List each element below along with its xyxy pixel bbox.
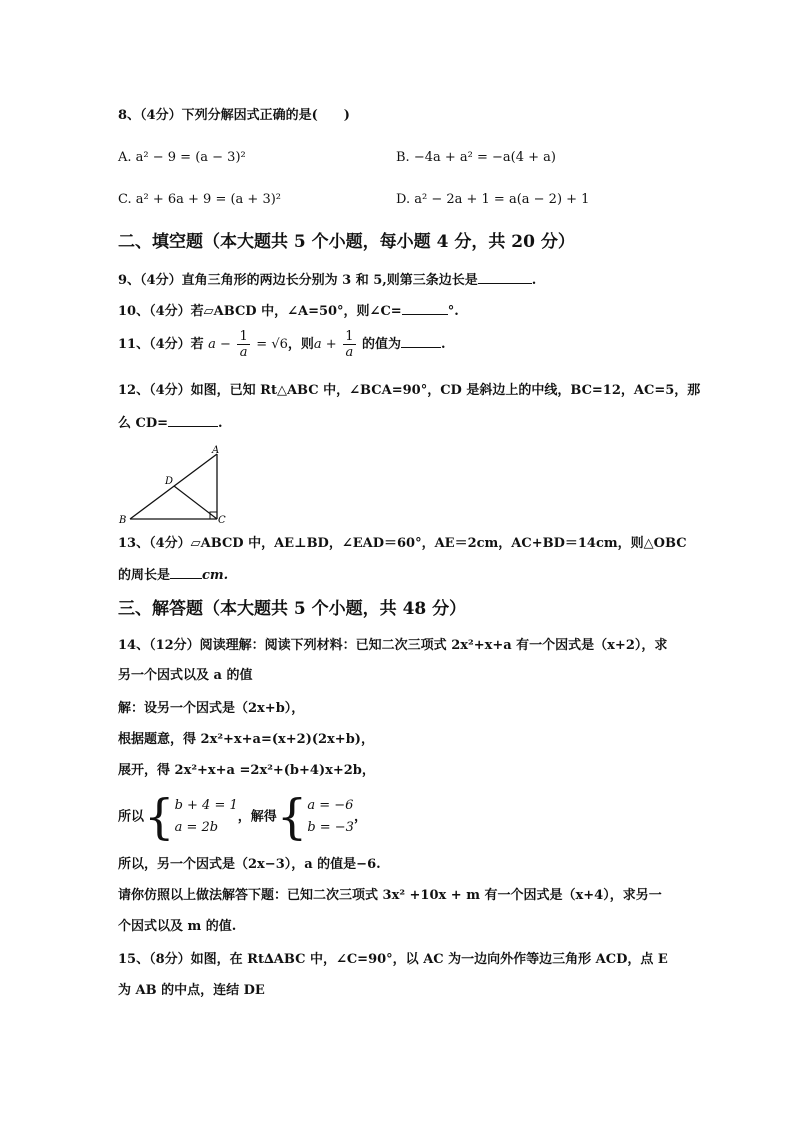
q11-fraction-2 (343, 329, 355, 360)
q8-option-c: C. a² + 6a + 9 = (a + 3)² (118, 192, 282, 207)
q11-tail: . (441, 337, 446, 352)
q14-equation-systems (118, 790, 367, 845)
q14-line-1: 14、（12分）阅读理解：阅读下列材料：已知二次三项式 2x²+x+a 有一个因式是（x+2），求 (118, 638, 668, 653)
q13-line-2-text: 的周长是 (118, 568, 171, 583)
label-a: A (212, 445, 220, 456)
q8-option-b: B. −4a + a² = −a(4 + a) (396, 150, 556, 165)
q11-expr1: a − (208, 337, 231, 352)
q8-option-a: A. a² − 9 = (a − 3)² (118, 150, 246, 165)
q9-answer-blank (478, 269, 532, 284)
label-b: B (119, 515, 127, 526)
q14-system-2-row-2: b = −3 (307, 819, 354, 835)
q14-line-3: 解：设另一个因式是（2x+b）， (118, 701, 305, 716)
q14-solve-label: ，解得 (237, 809, 277, 825)
label-c: C (218, 515, 226, 526)
q11-fraction-1-numerator: 1 (239, 329, 248, 344)
q15-line-2: 为 AB 的中点，连结 DE (118, 983, 265, 998)
brace-1-icon: { (144, 788, 175, 845)
q11-expr1-eq: = √6 (256, 337, 288, 352)
q14-so-label: 所以 (118, 809, 145, 825)
q11-fraction-1-denominator: a (239, 345, 248, 360)
q12-line-1: 12、（4分）如图，已知 Rt△ABC 中，∠BCA=90°，CD 是斜边上的中线，BC=12，AC=5，那 (118, 383, 701, 398)
q12-tail: . (218, 416, 223, 431)
q11-mid: ，则 (287, 337, 314, 352)
q10-text: 10、（4分）若▱ABCD 中，∠A=50°，则∠C= (118, 304, 402, 319)
q8-stem: 8、（4分）下列分解因式正确的是( ) (118, 108, 350, 123)
q15-line-1: 15、（8分）如图，在 Rt∆ABC 中，∠C=90°，以 AC 为一边向外作等边三角形 ACD，点 E (118, 952, 668, 967)
q14-sys-end: ， (353, 809, 367, 825)
q10-answer-blank (402, 300, 448, 315)
q11-fraction-2-numerator: 1 (345, 329, 354, 344)
q10-tail: °. (447, 304, 459, 319)
q13-unit: cm. (202, 568, 229, 583)
section-3-title: 三、解答题（本大题共 5 个小题，共 48 分） (118, 599, 467, 619)
q12-answer-blank (168, 412, 218, 427)
q13-line-2 (118, 564, 228, 586)
q9 (118, 269, 536, 291)
q11-pre: 11、（4分）若 (118, 337, 204, 352)
q11-expr2: a + (313, 337, 337, 352)
q13-line-1: 13、（4分）▱ABCD 中，AE⊥BD，∠EAD＝60°，AE＝2cm，AC+BD＝14cm，则△OBC (118, 536, 687, 551)
q14-system-1 (144, 790, 238, 844)
q14-system-2 (277, 790, 354, 844)
q11-post: 的值为 (362, 337, 402, 352)
q8-option-d: D. a² − 2a + 1 = a(a − 2) + 1 (396, 192, 590, 207)
q14-system-1-row-2: a = 2b (174, 819, 219, 835)
q13-answer-blank (170, 564, 202, 579)
q11-fraction-2-denominator: a (345, 345, 354, 360)
brace-2-icon: { (276, 788, 308, 845)
q9-text: 9、（4分）直角三角形的两边长分别为 3 和 5,则第三条边长是 (118, 273, 478, 288)
q14-line-2: 另一个因式以及 a 的值 (118, 668, 253, 683)
label-d: D (165, 476, 174, 487)
q12-line-2 (118, 412, 223, 434)
q11-answer-blank (401, 333, 441, 348)
q14-line-4: 根据题意，得 2x²+x+a=(x+2)(2x+b)， (118, 732, 374, 747)
q9-tail: . (531, 273, 537, 288)
q14-line-5: 展开，得 2x²+x+a =2x²+(b+4)x+2b， (118, 763, 375, 778)
q14-line-9: 个因式以及 m 的值. (118, 919, 237, 934)
segment-cd (174, 486, 217, 519)
q14-system-1-row-1: b + 4 = 1 (174, 797, 238, 813)
section-2-title: 二、填空题（本大题共 5 个小题，每小题 4 分，共 20 分） (118, 232, 575, 252)
q14-line-8: 请你仿照以上做法解答下题：已知二次三项式 3x² +10x + m 有一个因式是（x+4），求另一 (118, 888, 662, 903)
q11 (118, 328, 446, 362)
q11-fraction-1 (237, 329, 249, 360)
q14-system-2-row-1: a = −6 (307, 797, 354, 813)
q10 (118, 300, 459, 322)
q12-triangle-figure (114, 442, 234, 528)
q12-line-2-text: 么 CD= (118, 416, 169, 431)
q14-line-7: 所以，另一个因式是（2x−3），a 的值是−6. (118, 857, 381, 872)
